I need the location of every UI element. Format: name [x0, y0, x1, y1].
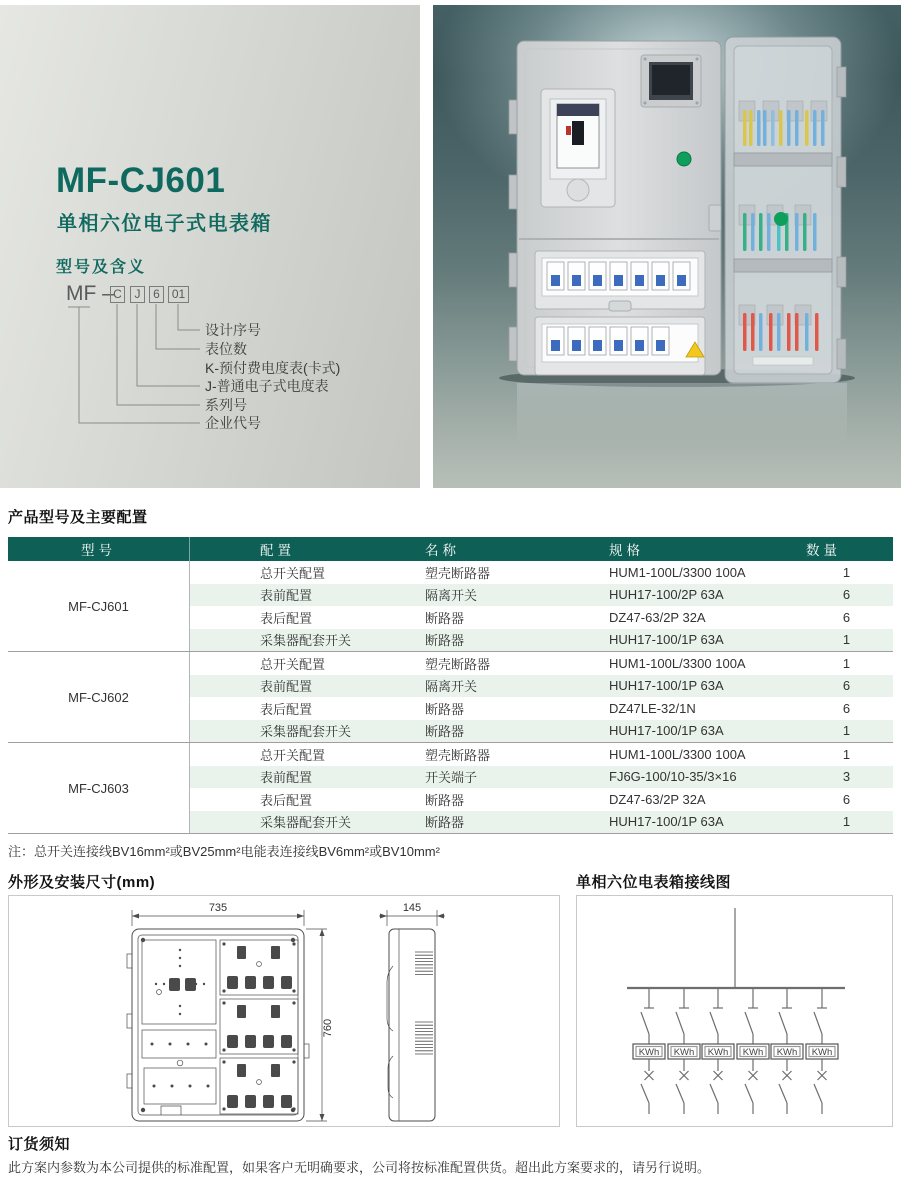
kwh-meter-label: KWh — [776, 1047, 798, 1058]
model-code-segment: 01 — [168, 286, 189, 303]
wiring-heading: 单相六位电表箱接线图 — [576, 874, 732, 891]
cell-name: 隔离开关 — [425, 588, 478, 604]
dim-depth-label: 145 — [402, 902, 422, 914]
cell-qty: 1 — [842, 746, 851, 762]
table-group — [8, 561, 893, 651]
cell-spec: HUM1-100L/3300 100A — [609, 655, 746, 671]
model-cell: MF-CJ602 — [8, 652, 190, 742]
col-header-config: 配置 — [260, 543, 295, 558]
cell-qty: 1 — [842, 564, 851, 580]
cell-spec: HUH17-100/1P 63A — [609, 678, 724, 694]
model-label: K-预付费电度表(卡式) — [205, 360, 341, 376]
cell-config: 采集器配套开关 — [260, 633, 352, 649]
cell-spec: DZ47-63/2P 32A — [609, 609, 706, 625]
cell-name: 开关端子 — [425, 770, 478, 786]
table-row — [190, 652, 893, 675]
model-label: 系列号 — [205, 397, 247, 413]
table-row — [190, 675, 893, 698]
cell-spec: HUH17-100/1P 63A — [609, 723, 724, 739]
cell-qty: 6 — [842, 700, 851, 716]
table-row — [190, 697, 893, 720]
table-row — [190, 629, 893, 652]
cell-qty: 1 — [842, 814, 851, 830]
table-group — [8, 651, 893, 742]
model-code-segment: C — [110, 286, 125, 303]
table-row — [190, 743, 893, 766]
table-row — [190, 811, 893, 834]
ordering-text: 此方案内参数为本公司提供的标准配置，如果客户无明确要求，公司将按标准配置供货。超出此方案要求的，请另行说明。 — [8, 1160, 711, 1175]
cell-qty: 1 — [842, 632, 851, 648]
dimension-drawing — [9, 896, 559, 1126]
cell-name: 断路器 — [425, 815, 465, 831]
table-group — [8, 742, 893, 833]
meter-box-illustration — [433, 5, 901, 488]
cell-qty: 6 — [842, 609, 851, 625]
table-row — [190, 720, 893, 743]
model-cell: MF-CJ603 — [8, 743, 190, 833]
model-label: 设计序号 — [205, 322, 261, 338]
cell-spec: HUM1-100L/3300 100A — [609, 564, 746, 580]
model-label: J-普通电子式电度表 — [205, 378, 329, 394]
cell-qty: 1 — [842, 723, 851, 739]
cell-spec: FJ6G-100/10-35/3×16 — [609, 769, 737, 785]
col-header-spec: 规格 — [609, 543, 644, 558]
kwh-meter-label: KWh — [638, 1047, 660, 1058]
kwh-meter-label: KWh — [707, 1047, 729, 1058]
kwh-meter-label: KWh — [811, 1047, 833, 1058]
table-note: 注：总开关连接线BV16mm²或BV25mm²电能表连接线BV6mm²或BV10mm² — [8, 844, 440, 859]
page-title: MF-CJ601 — [56, 161, 226, 200]
model-cell: MF-CJ601 — [8, 561, 190, 651]
cell-spec: HUH17-100/1P 63A — [609, 814, 724, 830]
col-header-qty: 数量 — [806, 543, 841, 558]
cell-config: 总开关配置 — [260, 565, 326, 581]
products-heading: 产品型号及主要配置 — [8, 509, 148, 526]
cell-config: 表前配置 — [260, 588, 313, 604]
cell-name: 断路器 — [425, 792, 465, 808]
model-label: 表位数 — [205, 341, 247, 357]
cell-config: 采集器配套开关 — [260, 724, 352, 740]
cell-name: 塑壳断路器 — [425, 565, 491, 581]
cell-name: 断路器 — [425, 633, 465, 649]
table-row — [190, 561, 893, 584]
model-code-segment: J — [130, 286, 145, 303]
dimension-drawing-panel — [8, 895, 560, 1127]
dim-height-label: 760 — [322, 1018, 334, 1038]
kwh-meter-label: KWh — [673, 1047, 695, 1058]
table-row — [190, 766, 893, 789]
cell-spec: HUM1-100L/3300 100A — [609, 746, 746, 762]
spec-table — [8, 537, 893, 834]
wiring-diagram-panel — [576, 895, 893, 1127]
model-code-prefix: MF – — [66, 282, 114, 305]
table-row — [190, 606, 893, 629]
col-header-model: 型号 — [8, 537, 190, 561]
model-meaning-heading: 型号及含义 — [56, 259, 147, 276]
wiring-diagram — [577, 896, 892, 1126]
cell-config: 表后配置 — [260, 792, 313, 808]
cell-config: 总开关配置 — [260, 656, 326, 672]
cell-spec: DZ47-63/2P 32A — [609, 791, 706, 807]
cell-name: 隔离开关 — [425, 679, 478, 695]
cell-spec: HUH17-100/2P 63A — [609, 587, 724, 603]
cell-config: 表后配置 — [260, 701, 313, 717]
cell-config: 总开关配置 — [260, 747, 326, 763]
cell-config: 表前配置 — [260, 770, 313, 786]
cell-name: 断路器 — [425, 701, 465, 717]
model-info-panel — [0, 5, 420, 488]
cell-config: 表后配置 — [260, 610, 313, 626]
green-indicator — [774, 212, 788, 226]
cell-qty: 1 — [842, 655, 851, 671]
page-subtitle: 单相六位电子式电表箱 — [57, 213, 272, 235]
table-row — [190, 788, 893, 811]
cell-spec: HUH17-100/1P 63A — [609, 632, 724, 648]
table-header — [8, 537, 893, 561]
cell-qty: 6 — [842, 678, 851, 694]
cell-qty: 6 — [842, 587, 851, 603]
table-row — [190, 584, 893, 607]
green-indicator — [677, 152, 691, 166]
ordering-heading: 订货须知 — [8, 1136, 71, 1153]
col-header-name: 名称 — [425, 543, 460, 558]
cell-qty: 6 — [842, 791, 851, 807]
dim-width-label: 735 — [208, 902, 228, 914]
cell-qty: 3 — [842, 769, 851, 785]
model-code-segment: 6 — [149, 286, 164, 303]
product-photo — [433, 5, 901, 488]
cell-name: 塑壳断路器 — [425, 656, 491, 672]
cell-spec: DZ47LE-32/1N — [609, 700, 696, 716]
cell-name: 塑壳断路器 — [425, 747, 491, 763]
cell-name: 断路器 — [425, 610, 465, 626]
dimensions-heading: 外形及安装尺寸(mm) — [8, 874, 156, 891]
cell-name: 断路器 — [425, 724, 465, 740]
model-label: 企业代号 — [205, 415, 261, 431]
cell-config: 采集器配套开关 — [260, 815, 352, 831]
kwh-meter-label: KWh — [742, 1047, 764, 1058]
cell-config: 表前配置 — [260, 679, 313, 695]
